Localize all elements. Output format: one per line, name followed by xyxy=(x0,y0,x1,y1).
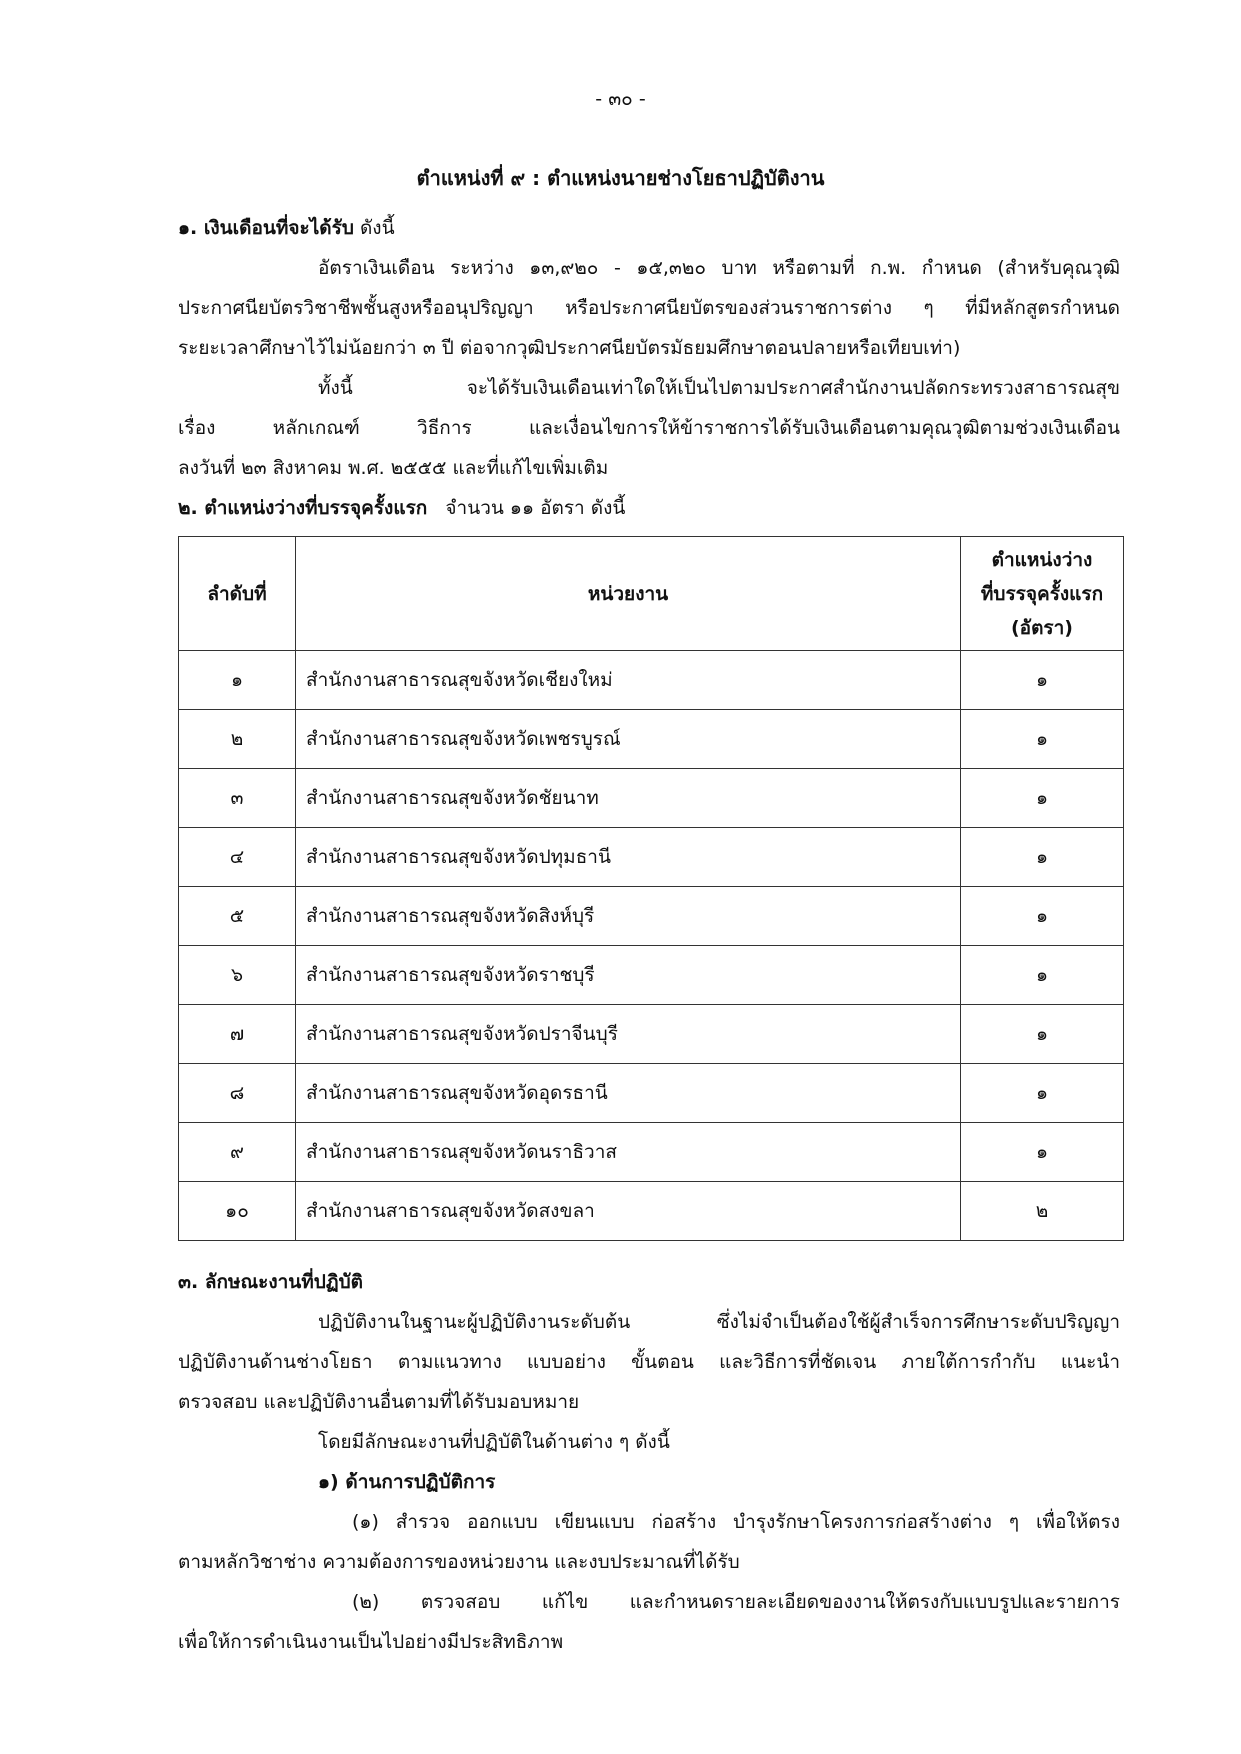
section3-subheading: ๑) ด้านการปฏิบัติการ xyxy=(318,1471,496,1493)
row-unit-cell: สำนักงานสาธารณสุขจังหวัดปราจีนบุรี xyxy=(296,1005,961,1064)
row-order-cell: ๒ xyxy=(179,710,296,769)
section1-heading-line xyxy=(178,214,1120,242)
section1-line-5: เรื่อง หลักเกณฑ์ วิธีการ และเงื่อนไขการให้ข้าราชการได้รับเงินเดือนตามคุณวุฒิตามช่วงเงินเดือน xyxy=(178,417,1120,439)
section3-item2-line-1: (๒) ตรวจสอบ แก้ไข และกำหนดรายละเอียดของงานให้ตรงกับแบบรูปและรายการ xyxy=(352,1591,1120,1613)
section1-line-3: ระยะเวลาศึกษาไว้ไม่น้อยกว่า ๓ ปี ต่อจากวุฒิประกาศนียบัตรมัธยมศึกษาตอนปลายหรือเทียบเท่า) xyxy=(178,337,961,359)
section1-line-2: ประกาศนียบัตรวิชาชีพชั้นสูงหรืออนุปริญญา หรือประกาศนียบัตรของส่วนราชการต่าง ๆ ที่มีหลักสูตรกำหนด xyxy=(178,297,1120,319)
row-order-cell: ๖ xyxy=(179,946,296,1005)
row-unit-cell: สำนักงานสาธารณสุขจังหวัดราชบุรี xyxy=(296,946,961,1005)
header-vacancy-line-3: (อัตรา) xyxy=(1011,616,1073,639)
row-unit-cell: สำนักงานสาธารณสุขจังหวัดอุดรธานี xyxy=(296,1064,961,1123)
position-title: ตำแหน่งที่ ๙ : ตำแหน่งนายช่างโยธาปฏิบัติงาน xyxy=(416,166,825,190)
row-order-cell: ๙ xyxy=(179,1123,296,1182)
section2-heading-suffix: จำนวน ๑๑ อัตรา ดังนี้ xyxy=(445,497,626,519)
section1-heading-suffix: ดังนี้ xyxy=(359,217,395,239)
row-unit-cell: สำนักงานสาธารณสุขจังหวัดชัยนาท xyxy=(296,769,961,828)
section3-heading: ๓. ลักษณะงานที่ปฏิบัติ xyxy=(178,1271,363,1293)
section1-line-4: ทั้งนี้ จะได้รับเงินเดือนเท่าใดให้เป็นไปตามประกาศสำนักงานปลัดกระทรวงสาธารณสุข xyxy=(318,377,1120,399)
row-order-cell: ๓ xyxy=(179,769,296,828)
table-row xyxy=(179,1123,1124,1182)
row-count-cell: ๑ xyxy=(961,651,1124,710)
table-row xyxy=(179,828,1124,887)
row-order-cell: ๗ xyxy=(179,1005,296,1064)
header-vacancy-line-2: ที่บรรจุครั้งแรก xyxy=(980,582,1104,605)
section3-item1-line-2: ตามหลักวิชาช่าง ความต้องการของหน่วยงาน และงบประมาณที่ได้รับ xyxy=(178,1551,740,1573)
table-header-row xyxy=(179,537,1124,651)
table-row xyxy=(179,1182,1124,1241)
table-row xyxy=(179,710,1124,769)
row-order-cell: ๔ xyxy=(179,828,296,887)
row-unit-cell: สำนักงานสาธารณสุขจังหวัดปทุมธานี xyxy=(296,828,961,887)
section1-line-1: อัตราเงินเดือน ระหว่าง ๑๓,๙๒๐ - ๑๕,๓๒๐ บาท หรือตามที่ ก.พ. กำหนด (สำหรับคุณวุฒิ xyxy=(318,257,1120,279)
section3-line-4: โดยมีลักษณะงานที่ปฏิบัติในด้านต่าง ๆ ดังนี้ xyxy=(318,1431,670,1453)
table-row xyxy=(179,651,1124,710)
row-order-cell: ๘ xyxy=(179,1064,296,1123)
row-order-cell: ๕ xyxy=(179,887,296,946)
section1-heading: ๑. เงินเดือนที่จะได้รับ xyxy=(178,217,354,239)
row-unit-cell: สำนักงานสาธารณสุขจังหวัดนราธิวาส xyxy=(296,1123,961,1182)
table-row xyxy=(179,1064,1124,1123)
page-number: - ๓๐ - xyxy=(595,88,646,110)
row-count-cell: ๑ xyxy=(961,946,1124,1005)
table-row xyxy=(179,946,1124,1005)
section3-line-3: ตรวจสอบ และปฏิบัติงานอื่นตามที่ได้รับมอบหมาย xyxy=(178,1391,580,1413)
section3-item2-line-2: เพื่อให้การดำเนินงานเป็นไปอย่างมีประสิทธิภาพ xyxy=(178,1631,564,1653)
table-body xyxy=(179,651,1124,1241)
row-count-cell: ๑ xyxy=(961,769,1124,828)
row-order-cell: ๑๐ xyxy=(179,1182,296,1241)
row-unit-cell: สำนักงานสาธารณสุขจังหวัดเชียงใหม่ xyxy=(296,651,961,710)
header-vacancy-line-1: ตำแหน่งว่าง xyxy=(991,548,1093,571)
row-count-cell: ๑ xyxy=(961,710,1124,769)
row-count-cell: ๑ xyxy=(961,1064,1124,1123)
row-count-cell: ๑ xyxy=(961,887,1124,946)
row-count-cell: ๑ xyxy=(961,1123,1124,1182)
row-unit-cell: สำนักงานสาธารณสุขจังหวัดเพชรบูรณ์ xyxy=(296,710,961,769)
row-count-cell: ๒ xyxy=(961,1182,1124,1241)
vacancy-table xyxy=(178,536,1124,1241)
header-unit: หน่วยงาน xyxy=(296,537,961,651)
row-unit-cell: สำนักงานสาธารณสุขจังหวัดสงขลา xyxy=(296,1182,961,1241)
table-row xyxy=(179,1005,1124,1064)
row-unit-cell: สำนักงานสาธารณสุขจังหวัดสิงห์บุรี xyxy=(296,887,961,946)
row-order-cell: ๑ xyxy=(179,651,296,710)
header-order: ลำดับที่ xyxy=(179,537,296,651)
header-vacancy xyxy=(961,537,1124,651)
section3-line-2: ปฏิบัติงานด้านช่างโยธา ตามแนวทาง แบบอย่าง ขั้นตอน และวิธีการที่ชัดเจน ภายใต้การกำกับ แนะนำ xyxy=(178,1351,1120,1373)
section2-heading: ๒. ตำแหน่งว่างที่บรรจุครั้งแรก xyxy=(178,497,428,519)
section1-line-6: ลงวันที่ ๒๓ สิงหาคม พ.ศ. ๒๕๕๕ และที่แก้ไขเพิ่มเติม xyxy=(178,457,609,479)
section2-heading-line xyxy=(178,494,1120,522)
table-row xyxy=(179,887,1124,946)
row-count-cell: ๑ xyxy=(961,1005,1124,1064)
section3-item1-line-1: (๑) สำรวจ ออกแบบ เขียนแบบ ก่อสร้าง บำรุงรักษาโครงการก่อสร้างต่าง ๆ เพื่อให้ตรง xyxy=(352,1511,1120,1533)
table-row xyxy=(179,769,1124,828)
row-count-cell: ๑ xyxy=(961,828,1124,887)
section3-line-1: ปฏิบัติงานในฐานะผู้ปฏิบัติงานระดับต้น ซึ่งไม่จำเป็นต้องใช้ผู้สำเร็จการศึกษาระดับปริญญา xyxy=(318,1311,1120,1333)
